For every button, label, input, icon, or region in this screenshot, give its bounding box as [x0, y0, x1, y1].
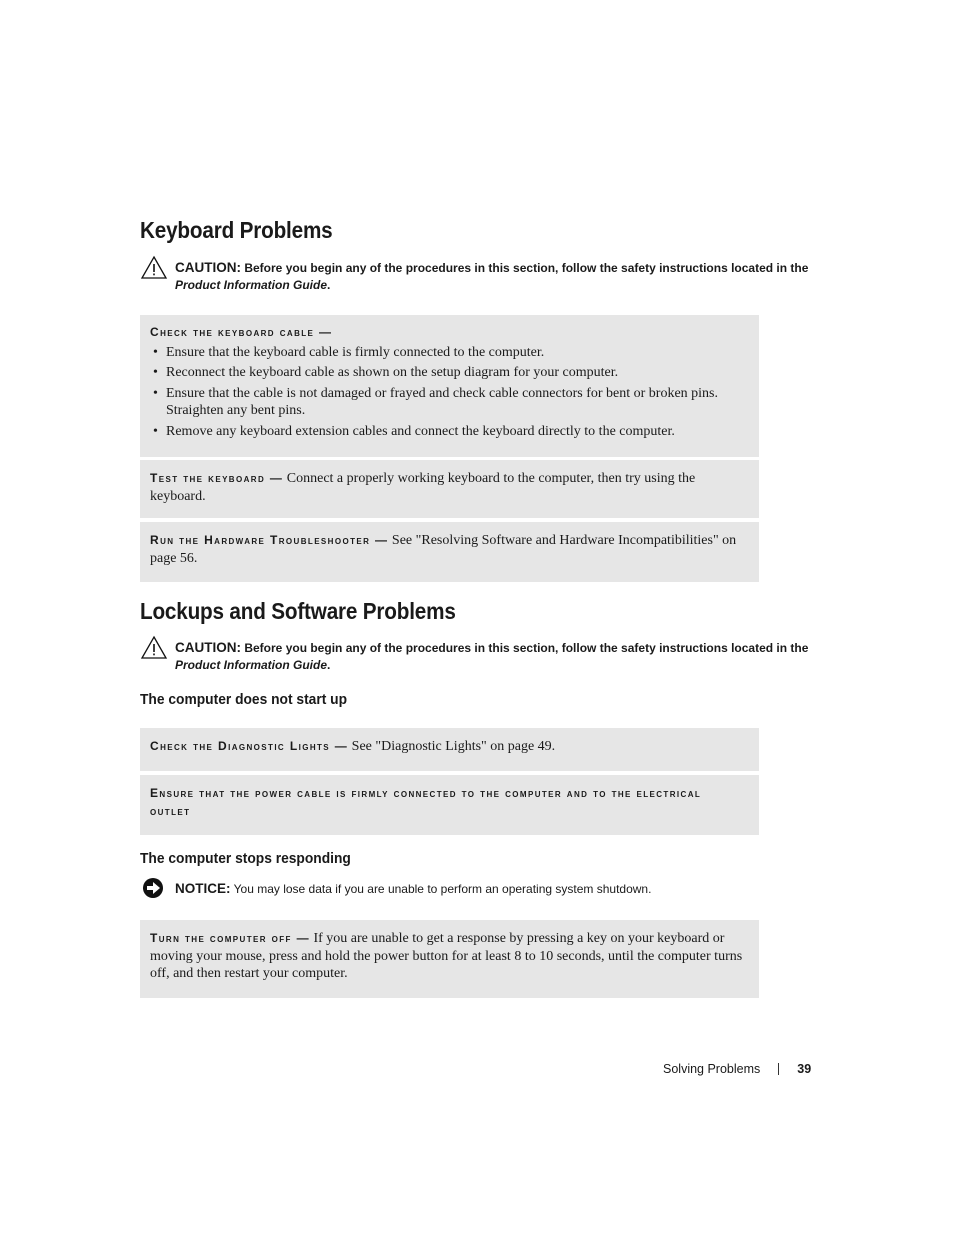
caution-note-lockups — [140, 639, 820, 674]
notice-arrow-icon — [140, 876, 168, 902]
procedure-text: See "Resolving Software and Hardware Incompatibilities" on page 56. — [150, 533, 737, 566]
list-item: • Reconnect the keyboard cable as shown on the setup diagram for your computer. — [150, 364, 745, 382]
caution-label: CAUTION: — [175, 260, 241, 275]
page-footer — [663, 1062, 811, 1076]
caution-text: Before you begin any of the procedures in this section, follow the safety instructions located in the — [244, 261, 809, 275]
notice-text: You may lose data if you are unable to perform an operating system shutdown. — [233, 882, 652, 896]
procedure-heading: Test the keyboard — — [150, 471, 284, 485]
caution-end: . — [327, 658, 331, 672]
caution-note-keyboard — [140, 259, 820, 294]
procedure-text: See "Diagnostic Lights" on page 49. — [351, 739, 556, 754]
footer-divider — [778, 1063, 779, 1075]
list-item: • Ensure that the keyboard cable is firmly connected to the computer. — [150, 344, 745, 362]
section-title-lockups: Lockups and Software Problems — [140, 598, 456, 624]
notice-label: NOTICE: — [175, 881, 231, 896]
procedure-heading: Run the Hardware Troubleshooter — — [150, 533, 389, 547]
notice-note — [140, 880, 820, 898]
warning-triangle-icon — [140, 635, 168, 661]
procedure-heading: Check the keyboard cable — — [150, 325, 333, 339]
subsection-title-does-not-start: The computer does not start up — [140, 691, 348, 708]
caution-text: Before you begin any of the procedures in this section, follow the safety instructions located in the — [244, 641, 809, 655]
footer-section-name: Solving Problems — [663, 1062, 761, 1076]
procedure-text: If you are unable to get a response by pressing a key on your keyboard or moving your mouse, press and hold the power button for at least 8 to 10 seconds, until the computer turns off, and then restart your computer. — [150, 931, 743, 981]
caution-reference: Product Information Guide — [175, 658, 327, 672]
procedure-box-power-cable — [140, 775, 759, 835]
procedure-text: Connect a properly working keyboard to the computer, then try using the keyboard. — [150, 471, 696, 504]
procedure-box-test-keyboard — [140, 460, 759, 518]
list-item: • Remove any keyboard extension cables and connect the keyboard directly to the computer. — [150, 423, 745, 441]
section-title-keyboard: Keyboard Problems — [140, 217, 333, 243]
caution-end: . — [327, 278, 331, 292]
procedure-heading: Ensure that the power cable is firmly connected to the computer and to the electrical outlet — [150, 786, 702, 818]
bullet-list — [150, 344, 745, 441]
procedure-box-hardware-troubleshooter — [140, 522, 759, 582]
procedure-box-check-keyboard-cable — [140, 315, 759, 457]
caution-label: CAUTION: — [175, 640, 241, 655]
warning-triangle-icon — [140, 255, 168, 281]
list-item: • Ensure that the cable is not damaged or frayed and check cable connectors for bent or broken pins. Straighten any bent pins. — [150, 385, 745, 420]
page-number: 39 — [797, 1062, 812, 1076]
procedure-heading: Check the Diagnostic Lights — — [150, 739, 349, 753]
procedure-box-turn-computer-off — [140, 920, 759, 998]
subsection-title-stops-responding: The computer stops responding — [140, 850, 351, 867]
procedure-box-diagnostic-lights — [140, 728, 759, 771]
caution-reference: Product Information Guide — [175, 278, 327, 292]
procedure-heading: Turn the computer off — — [150, 931, 310, 945]
